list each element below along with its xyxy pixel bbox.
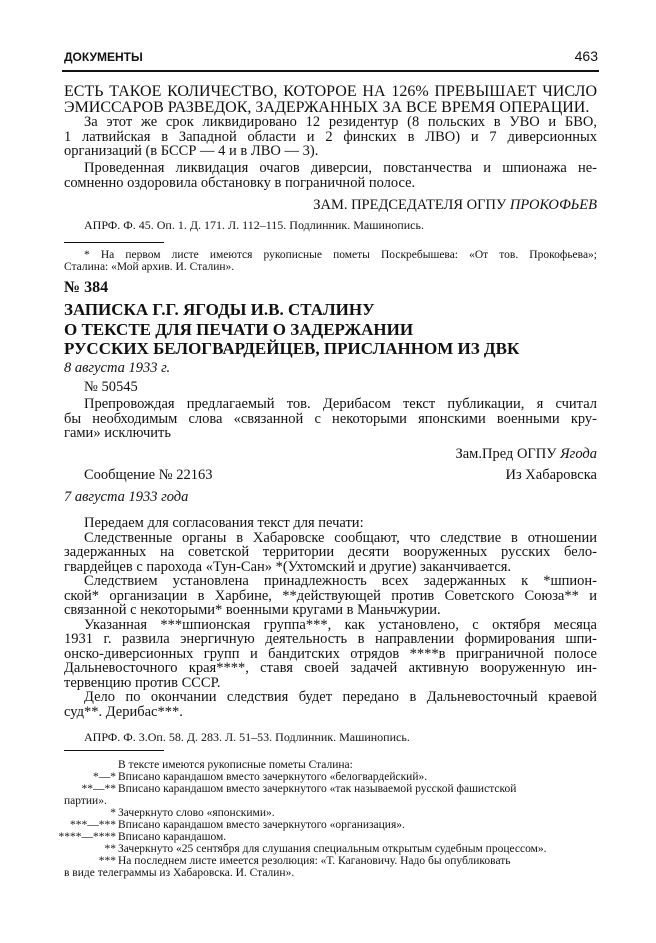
footnote-text: Вписано карандашом. <box>118 831 227 843</box>
paragraph <box>64 115 597 159</box>
footnote-text: В тексте имеются рукописные пометы Сталина: <box>118 759 353 771</box>
footnote-line <box>64 795 597 807</box>
footnote-text: партии». <box>64 795 107 807</box>
footnote-text: в виде телеграммы из Хабаровска. И. Сталин». <box>64 867 295 879</box>
text-line: Следственные органы в Хабаровске сообщают, что следствие в отношении <box>84 529 597 546</box>
text-line: связанной с некоторыми* военными кругами в Маньчжурии. <box>64 602 441 619</box>
document-number: № 384 <box>64 279 109 296</box>
text-line: Дело по окончании следствия будет передано в Дальневосточный краевой <box>84 689 597 706</box>
signature <box>64 197 597 214</box>
running-header: ДОКУМЕНТЫ <box>64 50 143 64</box>
signature-name: Ягода <box>560 446 597 462</box>
footnote-line <box>58 831 597 843</box>
text-line: суд**. Дерибас***. <box>64 703 183 720</box>
text-line: 1 латвийская в Западной области и 2 финских в ЛВО) и 7 диверсионных <box>64 128 597 145</box>
text-line: Сталина: «Мой архив. И. Сталин». <box>64 260 235 273</box>
text-line: гвардейцев с парохода «Тун-Сан» *(Ухтомский и другие) заканчивается. <box>64 558 512 575</box>
footnote-rule <box>64 242 164 243</box>
page-number: 463 <box>574 48 598 64</box>
signature-title: Зам.Пред ОГПУ <box>455 446 557 462</box>
footnotes <box>58 759 597 879</box>
text-line: задержанных на советской территории десяти вооруженных русских бело- <box>64 544 597 561</box>
footnote-line <box>64 759 597 771</box>
text-line: Передаем для согласования текст для печати: <box>84 515 364 531</box>
text-line: бы необходимым слова «связанной с некоторыми японскими военными кру- <box>64 410 597 427</box>
signature <box>64 446 597 463</box>
message-origin: Из Хабаровска <box>505 467 597 483</box>
signature-name: ПРОКОФЬЕВ <box>509 197 597 213</box>
text-line: гами» исключить <box>64 425 171 441</box>
text-line: Проведенная ликвидация очагов диверсии, повстанчества и шпионажа не- <box>84 160 597 176</box>
title-line: ЗАПИСКА Г.Г. ЯГОДЫ И.В. СТАЛИНУ <box>64 300 375 319</box>
text-line: организаций (в БССР — 4 и в ЛВО — 3). <box>64 143 319 159</box>
footnote-line <box>64 819 597 831</box>
footnote-line <box>64 783 597 795</box>
text-line: ЭМИССАРОВ РАЗВЕДОК, ЗАДЕРЖАННЫХ ЗА ВСЕ ВРЕМЯ ОПЕРАЦИИ. <box>64 99 590 116</box>
message-date: 7 августа 1933 года <box>64 489 189 505</box>
text-line: Препровождая предлагаемый тов. Дерибасом текст публикации, я считал <box>84 396 597 412</box>
text-line: тервенцию против СССР. <box>64 674 221 691</box>
archive-reference: АПРФ. Ф. 3.Оп. 58. Д. 283. Л. 51–53. Подлинник. Машинопись. <box>84 730 410 744</box>
text-line: За этот же срок ликвидировано 12 резидентур (8 польских в УВО и БВО, <box>84 114 597 130</box>
footnote-mark: ****—**** <box>58 831 116 843</box>
footnote-mark: ***—*** <box>70 819 116 831</box>
footnote-line <box>64 843 597 855</box>
text-line: ской* организации в Харбине, **действующей против Советского Союза** и <box>64 587 597 604</box>
footnote-text: Вписано карандашом вместо зачеркнутого «так называемой русской фашистской <box>118 783 517 795</box>
text-line: Следствием установлена принадлежность всех задержанных к *шпион- <box>84 573 597 590</box>
footnote-line <box>64 867 597 879</box>
text-line: онско-диверсионных групп и бандитских отрядов ****в приграничной полосе <box>64 645 597 662</box>
footnote-mark: *—* <box>93 771 116 783</box>
footnote-mark: ** <box>104 843 116 855</box>
text-line: * На первом листе имеются рукописные пометы Поскребышева: «От тов. Прокофьева»; <box>84 249 597 261</box>
footnote-text: Зачеркнуто слово «японскими». <box>118 807 275 819</box>
message-number: Сообщение № 22163 <box>84 467 213 483</box>
footnote-text: Вписано карандашом вместо зачеркнутого «белогвардейский». <box>118 771 428 783</box>
message-header <box>64 467 597 484</box>
text-line: 1931 г. развила энергичную деятельность в направлении формирования шпи- <box>64 631 597 648</box>
cover-note <box>64 396 597 443</box>
footnote-rule <box>64 750 164 751</box>
text-line: Указанная ***шпионская группа***, как установлено, с октября месяца <box>84 616 597 633</box>
document-date: 8 августа 1933 г. <box>64 360 171 376</box>
text-line: сомненно оздоровила обстановку в пограничной полосе. <box>64 174 416 191</box>
title-line: РУССКИХ БЕЛОГВАРДЕЙЦЕВ, ПРИСЛАННОМ ИЗ ДВК <box>64 339 520 358</box>
text-line: ЕСТЬ ТАКОЕ КОЛИЧЕСТВО, КОТОРОЕ НА 126% ПРЕВЫШАЕТ ЧИСЛО <box>64 83 597 100</box>
reference-number: № 50545 <box>84 379 138 395</box>
header-rule <box>62 70 599 72</box>
caps-paragraph <box>64 84 597 115</box>
footnote <box>64 249 597 273</box>
archive-reference: АПРФ. Ф. 45. Оп. 1. Д. 171. Л. 112–115. Подлинник. Машинопись. <box>84 218 424 232</box>
text-line: Дальневосточного края****, ставя своей задачей активную вооруженную ин- <box>64 660 597 677</box>
footnote-mark: **—** <box>81 783 116 795</box>
footnote-text: Вписано карандашом вместо зачеркнутого «организация». <box>118 819 405 831</box>
signature-title: ЗАМ. ПРЕДСЕДАТЕЛЯ ОГПУ <box>313 197 507 213</box>
footnote-text: Зачеркнуто «25 сентября для слушания специальным открытым судебным процессом». <box>118 843 547 855</box>
footnote-mark: *** <box>98 855 116 867</box>
title-line: О ТЕКСТЕ ДЛЯ ПЕЧАТИ О ЗАДЕРЖАНИИ <box>64 319 414 339</box>
footnote-line <box>64 855 597 867</box>
footnote-line <box>64 771 597 783</box>
footnote-mark: * <box>110 807 116 819</box>
message-body <box>64 516 597 719</box>
footnote-text: На последнем листе имеется резолюция: «Т. Кагановичу. Надо бы опубликовать <box>118 855 511 867</box>
document-title <box>64 300 597 359</box>
paragraph <box>64 161 597 190</box>
footnote-line <box>64 807 597 819</box>
